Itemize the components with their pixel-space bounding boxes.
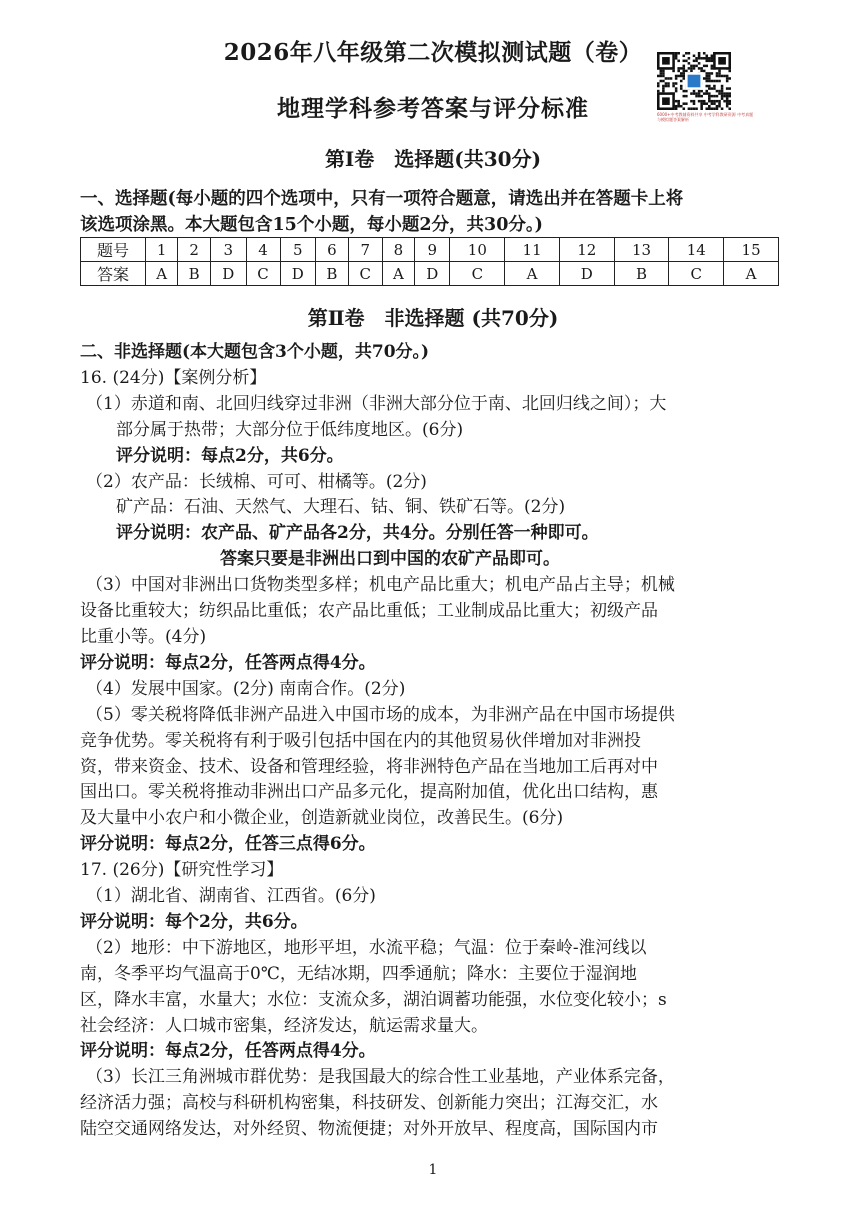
answer-line: （3）中国对非洲出口货物类型多样；机电产品比重大；机电产品占主导；机械 xyxy=(86,575,675,596)
answer-line: （3）长江三角洲城市群优势：是我国最大的综合性工业基地，产业体系完备， xyxy=(86,1067,675,1088)
document-subtitle: 地理学科参考答案与评分标准 xyxy=(277,95,589,122)
answer-cell: C xyxy=(669,262,724,286)
answer-cell: A xyxy=(146,262,178,286)
answer-cell: A xyxy=(382,262,414,286)
question-number-cell: 8 xyxy=(382,238,414,262)
qr-caption: 6000+中考教辅资料共享 中考学科教研资源 中考真题与模拟题答案解析 xyxy=(657,112,754,122)
scoring-note: 评分说明：农产品、矿产品各2分，共4分。分别任答一种即可。 xyxy=(116,523,599,544)
answer-line: 17. (26分)【研究性学习】 xyxy=(80,860,284,881)
page-number: 1 xyxy=(428,1162,438,1178)
answer-line: 及大量中小农户和小微企业，创造新就业岗位，改善民生。(6分) xyxy=(80,808,564,829)
question-number-cell: 14 xyxy=(669,238,724,262)
answer-line: （5）零关税将降低非洲产品进入中国市场的成本，为非洲产品在中国市场提供 xyxy=(86,704,675,725)
answer-cell: C xyxy=(246,262,280,286)
answer-line: 比重小等。(4分) xyxy=(80,626,207,647)
scoring-note: 评分说明：每点2分，任答三点得6分。 xyxy=(80,834,376,855)
answer-line: 社会经济：人口城市密集，经济发达，航运需求量大。 xyxy=(80,1015,488,1036)
answer-cell: A xyxy=(505,262,560,286)
question-number-cell: 11 xyxy=(505,238,560,262)
question-number-cell: 10 xyxy=(450,238,505,262)
question-number-cell: 2 xyxy=(178,238,211,262)
answer-line: 区，降水丰富，水量大；水位：支流众多，湖泊调蓄功能强，水位变化较小；s xyxy=(80,989,667,1010)
scoring-note: 评分说明：每个2分，共6分。 xyxy=(80,911,308,932)
answer-table xyxy=(80,237,779,286)
answer-line: 国出口。零关税将推动非洲出口产品多元化，提高附加值，优化出口结构，惠 xyxy=(80,782,658,803)
question-number-cell: 7 xyxy=(348,238,382,262)
question-number-cell: 4 xyxy=(246,238,280,262)
answer-line: 矿产品：石油、天然气、大理石、钴、铜、铁矿石等。(2分) xyxy=(116,497,566,518)
answer-line: 陆空交通网络发达，对外经贸、物流便捷；对外开放早、程度高，国际国内市 xyxy=(80,1119,658,1140)
answer-line: 经济活力强；高校与科研机构密集，科技研发、创新能力突出；江海交汇，水 xyxy=(80,1093,658,1114)
answer-cell: A xyxy=(724,262,779,286)
answer-cell: C xyxy=(450,262,505,286)
scoring-note: 评分说明：每点2分，任答两点得4分。 xyxy=(80,1041,376,1062)
answer-cell: B xyxy=(614,262,669,286)
answer-cell: C xyxy=(348,262,382,286)
answer-line: （2）农产品：长绒棉、可可、柑橘等。(2分) xyxy=(86,471,427,492)
question-number-cell: 13 xyxy=(614,238,669,262)
answer-cell: D xyxy=(415,262,450,286)
answer-line: （4）发展中国家。(2分) 南南合作。(2分) xyxy=(86,678,406,699)
question-number-cell: 1 xyxy=(146,238,178,262)
answer-cell: D xyxy=(280,262,315,286)
scoring-note: 二、非选择题(本大题包含3个小题，共70分。) xyxy=(80,342,430,362)
document-title: 2026年八年级第二次模拟测试题（卷） xyxy=(223,39,643,66)
answer-line: 部分属于热带；大部分位于低纬度地区。(6分) xyxy=(116,419,464,440)
scoring-note: 评分说明：每点2分，共6分。 xyxy=(116,445,344,466)
question-number-cell: 12 xyxy=(559,238,614,262)
qr-code-icon xyxy=(657,52,731,110)
question-number-cell: 9 xyxy=(415,238,450,262)
instruction-line: 一、选择题(每小题的四个选项中，只有一项符合题意，请选出并在答题卡上将 xyxy=(80,189,684,209)
row-label: 答案 xyxy=(81,262,146,286)
part1-heading: 第Ⅰ卷 选择题(共30分) xyxy=(324,147,542,171)
question-number-cell: 6 xyxy=(315,238,348,262)
part2-heading: 第Ⅱ卷 非选择题 (共70分) xyxy=(307,306,559,330)
answer-line: 资，带来资金、技术、设备和管理经验，将非洲特色产品在当地加工后再对中 xyxy=(80,756,658,777)
answer-line: 16. (24分)【案例分析】 xyxy=(80,367,267,388)
answer-line: （1）赤道和南、北回归线穿过非洲（非洲大部分位于南、北回归线之间）；大 xyxy=(86,393,667,414)
answer-cell: B xyxy=(315,262,348,286)
answer-cell: D xyxy=(559,262,614,286)
scoring-note: 答案只要是非洲出口到中国的农矿产品即可。 xyxy=(220,549,560,570)
question-number-row xyxy=(81,238,779,262)
question-number-cell: 3 xyxy=(211,238,246,262)
answer-body xyxy=(80,340,780,1143)
instruction-line: 该选项涂黑。本大题包含15个小题，每小题2分，共30分。) xyxy=(80,215,543,235)
answer-cell: D xyxy=(211,262,246,286)
answer-line: 南，冬季平均气温高于0℃，无结冰期，四季通航；降水：主要位于湿润地 xyxy=(80,963,637,984)
scoring-note: 评分说明：每点2分，任答两点得4分。 xyxy=(80,652,376,673)
answer-line: 设备比重较大；纺织品比重低；农产品比重低；工业制成品比重大；初级产品 xyxy=(80,601,658,622)
answer-row xyxy=(81,262,779,286)
answer-line: （2）地形：中下游地区，地形平坦，水流平稳；气温：位于秦岭-淮河线以 xyxy=(86,937,647,958)
question-number-cell: 5 xyxy=(280,238,315,262)
answer-line: （1）湖北省、湖南省、江西省。(6分) xyxy=(86,886,376,907)
answer-line: 竞争优势。零关税将有利于吸引包括中国在内的其他贸易伙伴增加对非洲投 xyxy=(80,730,641,751)
question-number-cell: 15 xyxy=(724,238,779,262)
answer-cell: B xyxy=(178,262,211,286)
row-label: 题号 xyxy=(81,238,146,262)
part1-instructions xyxy=(80,186,800,238)
